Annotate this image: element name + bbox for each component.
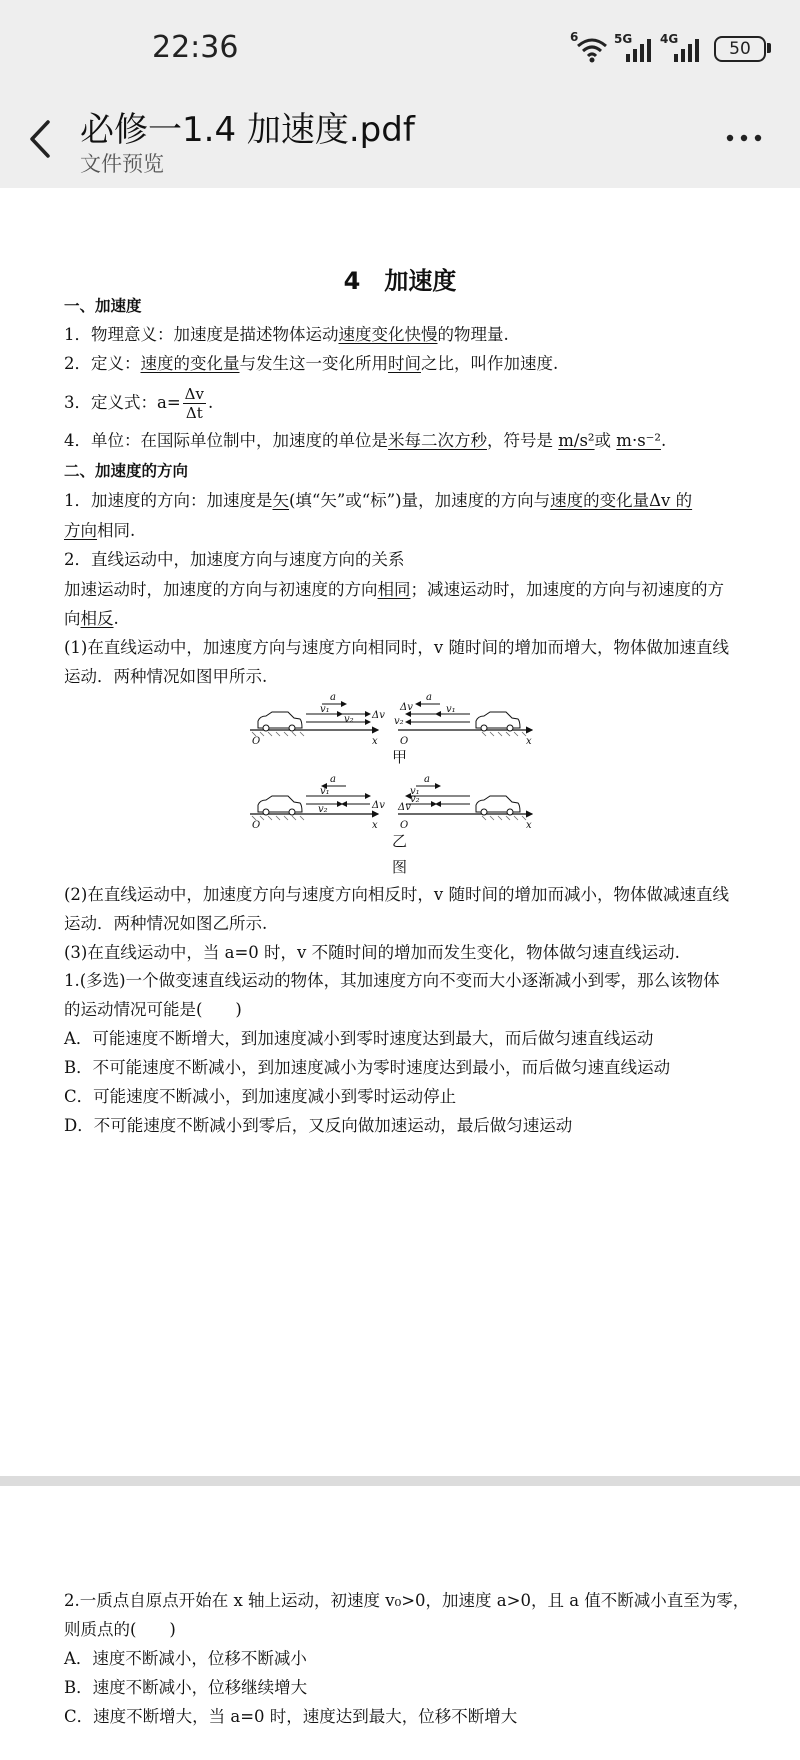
figure-caption: 图 (392, 858, 408, 876)
label-dv: Δv (372, 710, 385, 721)
q2-option-c: C．速度不断增大，当 a=0 时，速度达到最大，位移不断增大 (64, 1707, 518, 1726)
q1-option-d: D．不可能速度不断减小到零后，又反向做加速运动，最后做匀速运动 (64, 1116, 573, 1135)
net2-label: 4G (660, 32, 679, 46)
label-v2: v₂ (394, 716, 404, 727)
text: 之比，叫作加速度. (421, 354, 559, 373)
answer: 方向 (64, 521, 97, 540)
battery-icon: 50 (714, 36, 766, 62)
section-heading-2: 二、加速度的方向 (64, 462, 189, 480)
label-o: O (252, 820, 261, 831)
label-dv: Δv (372, 800, 385, 811)
line-definition (64, 353, 558, 375)
label-o: O (252, 736, 261, 747)
text: 加速运动时，加速度的方向与初速度的方向 (64, 580, 378, 599)
q1-option-b: B．不可能速度不断减小，到加速度减小为零时速度达到最小，而后做匀速直线运动 (64, 1058, 671, 1077)
case-1-line: (1)在直线运动中，加速度方向与速度方向相同时，v 随时间的增加而增大，物体做加速直线 (64, 638, 729, 657)
back-arrow-icon[interactable] (22, 114, 62, 164)
text: 1．物理意义：加速度是描述物体运动 (64, 325, 339, 344)
text: . (207, 393, 214, 412)
label-x: x (372, 736, 378, 747)
more-options-icon[interactable] (722, 128, 766, 148)
text: 3．定义式：a= (64, 393, 181, 412)
question-2: 2.一质点自原点开始在 x 轴上运动，初速度 v₀>0，加速度 a>0，且 a 值不断减小直至为零， (64, 1591, 750, 1610)
label-x: x (526, 820, 532, 831)
answer: m/s² (558, 431, 595, 450)
text: ；减速运动时，加速度的方向与初速度的方 (410, 580, 724, 599)
label-dv: Δv (398, 802, 411, 813)
case-2-line-cont: 运动．两种情况如图乙所示. (64, 914, 268, 933)
answer: 速度变化快慢 (338, 325, 438, 344)
text: 4．单位：在国际单位制中，加速度的单位是 (64, 431, 388, 450)
label-x: x (526, 736, 532, 747)
question-1: 1.(多选)一个做变速直线运动的物体，其加速度方向不变而大小逐渐减小到零，那么该物体 (64, 971, 720, 990)
label-v2: v₂ (410, 794, 420, 805)
wifi-icon (574, 34, 610, 64)
case-2-line: (2)在直线运动中，加速度方向与速度方向相反时，v 随时间的增加而减小，物体做减速直线 (64, 885, 729, 904)
signal-icon (624, 38, 652, 62)
file-title-bar (0, 100, 800, 188)
net1-label: 5G (614, 32, 633, 46)
text: 或 (594, 431, 617, 450)
wifi-label: 6 (570, 30, 579, 44)
answer: 相同 (377, 580, 411, 599)
text: 与发生这一变化所用 (239, 354, 388, 373)
status-icons (570, 30, 774, 68)
denominator: Δt (185, 404, 203, 422)
section-heading-1: 一、加速度 (64, 297, 142, 315)
figure-label-yi: 乙 (392, 832, 408, 850)
label-a: a (424, 774, 430, 785)
panel-jia-right (398, 704, 532, 736)
signal-icon-2 (672, 38, 700, 62)
page-separator (0, 1476, 800, 1486)
panel-yi-left (250, 786, 378, 820)
panel-jia-left (250, 704, 378, 736)
label-v2: v₂ (344, 714, 354, 725)
answer: 速度的变化量Δv 的 (550, 491, 693, 510)
case-1-line-cont: 运动．两种情况如图甲所示. (64, 667, 268, 686)
label-v1: v₁ (410, 786, 420, 797)
text: (填“矢”或“标”)量，加速度的方向与 (289, 491, 551, 510)
text: 的物理量. (437, 325, 509, 344)
line-direction (64, 490, 692, 512)
label-v1: v₁ (320, 704, 330, 715)
question-2-cont: 则质点的( ) (64, 1620, 176, 1639)
document-title: 4 加速度 (343, 267, 457, 295)
label-a: a (330, 774, 336, 785)
line-direction-cont (64, 520, 135, 542)
text: ，符号是 (487, 431, 559, 450)
label-x: x (372, 820, 378, 831)
motion-figure (250, 688, 550, 978)
q1-option-a: A．可能速度不断增大，到加速度减小到零时速度达到最大，而后做匀速直线运动 (64, 1029, 654, 1048)
answer: m·s⁻² (616, 431, 661, 450)
numerator: Δv (184, 385, 204, 403)
label-dv: Δv (400, 702, 413, 713)
answer: 时间 (388, 354, 421, 373)
clock: 22:36 (152, 30, 239, 65)
text: . (660, 431, 667, 450)
text: 2．定义： (64, 354, 141, 373)
text: 相同. (97, 521, 136, 540)
fraction (183, 385, 206, 422)
label-a: a (330, 692, 336, 703)
answer: 米每二次方秒 (388, 431, 487, 450)
label-v1: v₁ (446, 704, 456, 715)
line-meaning (64, 324, 509, 346)
text: . (113, 609, 119, 628)
line-accel-decel (64, 579, 724, 601)
case-3-line: (3)在直线运动中，当 a=0 时，v 不随时间的增加而发生变化，物体做匀速直线运动. (64, 943, 680, 962)
figure-label-jia: 甲 (392, 748, 408, 766)
line-unit (64, 430, 666, 452)
file-subtitle: 文件预览 (80, 152, 164, 176)
battery-tip (767, 43, 771, 53)
label-o: O (400, 736, 409, 747)
line-relation: 2．直线运动中，加速度方向与速度方向的关系 (64, 550, 405, 569)
answer: 相反 (80, 609, 114, 628)
label-v1: v₁ (320, 786, 330, 797)
label-v2: v₂ (318, 804, 328, 815)
q2-option-a: A．速度不断减小，位移不断减小 (64, 1649, 307, 1668)
text: 1．加速度的方向：加速度是 (64, 491, 273, 510)
label-o: O (400, 820, 409, 831)
question-1-cont: 的运动情况可能是( ) (64, 1000, 242, 1019)
status-bar (0, 0, 800, 100)
line-formula (64, 380, 213, 426)
q2-option-b: B．速度不断减小，位移继续增大 (64, 1678, 308, 1697)
file-title: 必修一1.4 加速度.pdf (80, 110, 415, 150)
answer: 速度的变化量 (140, 354, 240, 373)
line-accel-decel-cont (64, 608, 119, 630)
answer: 矢 (272, 491, 289, 510)
text: 向 (64, 609, 81, 628)
label-a: a (426, 692, 432, 703)
q1-option-c: C．可能速度不断减小，到加速度减小到零时运动停止 (64, 1087, 457, 1106)
